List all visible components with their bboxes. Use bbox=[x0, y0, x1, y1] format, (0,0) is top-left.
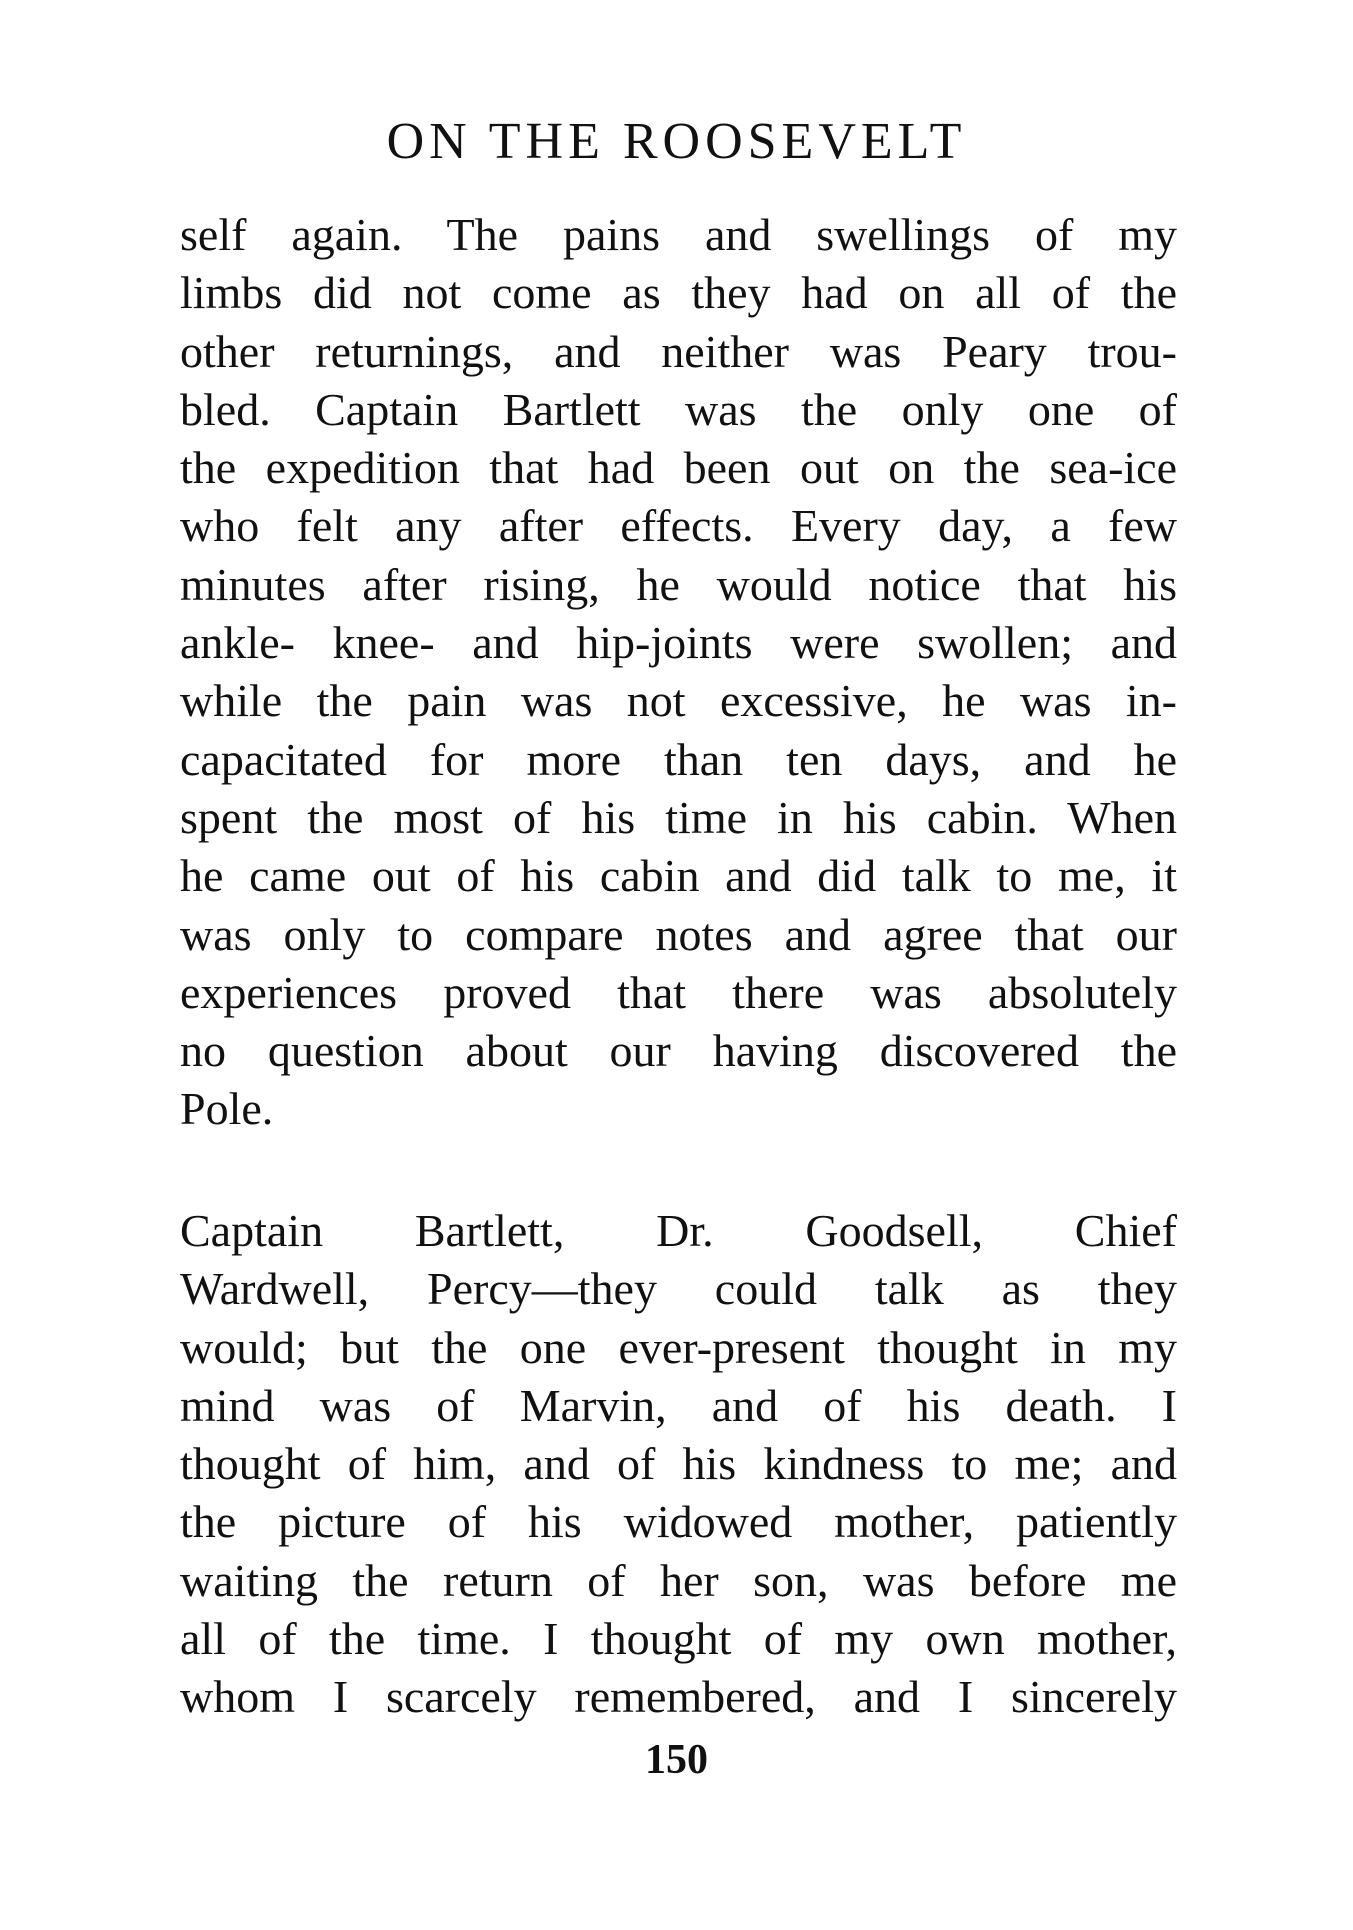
text-line: the picture of his widowed mother, patiently bbox=[180, 1496, 1177, 1548]
text-line: he came out of his cabin and did talk to me, it bbox=[180, 850, 1177, 902]
text-line: self again. The pains and swellings of my bbox=[180, 209, 1177, 260]
text-line: ankle- knee- and hip-joints were swollen; and bbox=[180, 617, 1177, 669]
text-line: experiences proved that there was absolutely bbox=[180, 966, 1177, 1018]
text-line: other returnings, and neither was Peary trou- bbox=[180, 325, 1177, 377]
paragraph-1 bbox=[180, 206, 1177, 1139]
text-line: thought of him, and of his kindness to me; and bbox=[180, 1438, 1177, 1490]
paragraph-2 bbox=[180, 1202, 1177, 1727]
text-line: bled. Captain Bartlett was the only one of bbox=[180, 383, 1177, 435]
text-line: Pole. bbox=[180, 1083, 274, 1135]
text-line: while the pain was not excessive, he was in- bbox=[180, 675, 1177, 727]
text-line: waiting the return of her son, was before me bbox=[180, 1554, 1177, 1606]
text-line: all of the time. I thought of my own mother, bbox=[180, 1613, 1177, 1665]
text-line: whom I scarcely remembered, and I sincerely bbox=[180, 1671, 1177, 1723]
text-line: was only to compare notes and agree that our bbox=[180, 908, 1177, 960]
running-head: ON THE ROOSEVELT bbox=[386, 113, 967, 170]
text-line: the expedition that had been out on the sea-ice bbox=[180, 442, 1177, 494]
text-line: minutes after rising, he would notice that his bbox=[180, 558, 1177, 610]
text-line: capacitated for more than ten days, and he bbox=[180, 733, 1177, 785]
text-line: Captain Bartlett, Dr. Goodsell, Chief bbox=[180, 1205, 1177, 1256]
text-line: limbs did not come as they had on all of the bbox=[180, 267, 1177, 319]
text-line: mind was of Marvin, and of his death. I bbox=[180, 1379, 1177, 1431]
text-line: who felt any after effects. Every day, a few bbox=[180, 500, 1177, 552]
text-line: no question about our having discovered the bbox=[180, 1025, 1177, 1077]
text-line: Wardwell, Percy—they could talk as they bbox=[180, 1263, 1177, 1315]
page-number: 150 bbox=[645, 1737, 708, 1783]
text-line: would; but the one ever-present thought in my bbox=[180, 1321, 1177, 1373]
text-line: spent the most of his time in his cabin. When bbox=[180, 791, 1177, 843]
